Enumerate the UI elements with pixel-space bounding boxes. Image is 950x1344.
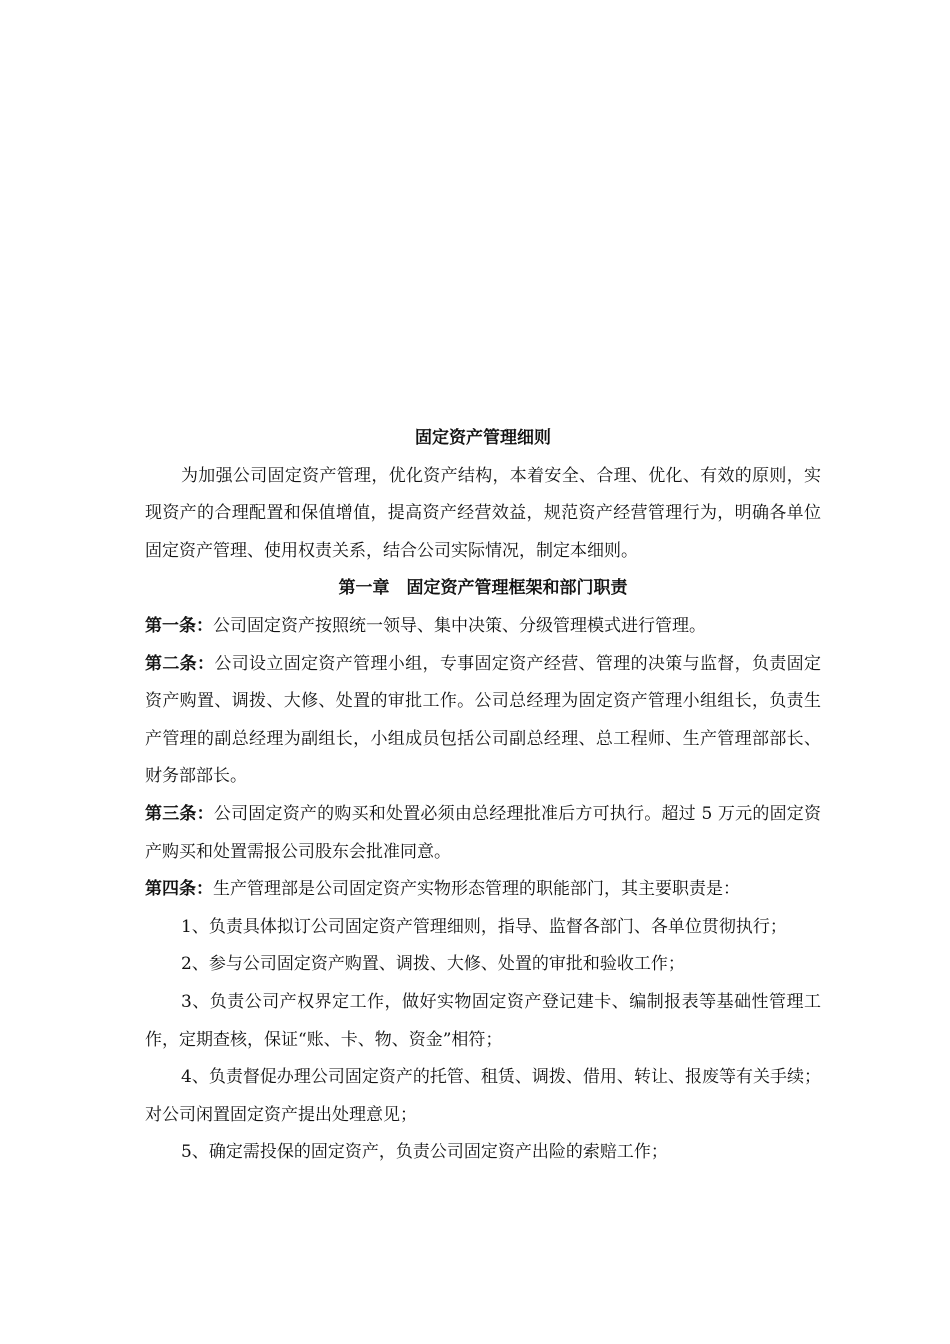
article-text: 公司固定资产按照统一领导、集中决策、分级管理模式进行管理。 — [213, 615, 706, 636]
list-item: 2、参与公司固定资产购置、调拨、大修、处置的审批和验收工作； — [181, 954, 685, 975]
document-body — [145, 420, 821, 1172]
list-item: 5、确定需投保的固定资产，负责公司固定资产出险的索赔工作； — [181, 1142, 668, 1163]
chapter-heading: 第一章 固定资产管理框架和部门职责 — [338, 578, 628, 599]
article-label: 第一条： — [145, 615, 213, 636]
intro-paragraph: 为加强公司固定资产管理，优化资产结构，本着安全、合理、优化、有效的原则，实现资产的合理配置和保值增值，提高资产经营效益，规范资产经营管理行为，明确各单位固定资产管理、使用权责关系，结合公司实际情况，制定本细则。 — [145, 465, 821, 561]
article-text: 生产管理部是公司固定资产实物形态管理的职能部门，其主要职责是： — [213, 879, 740, 900]
list-item: 4、负责督促办理公司固定资产的托管、租赁、调拨、借用、转让、报废等有关手续；对公司闲置固定资产提出处理意见； — [145, 1067, 821, 1125]
article-label: 第四条： — [145, 879, 213, 900]
list-item: 3、负责公司产权界定工作，做好实物固定资产登记建卡、编制报表等基础性管理工作，定期查核，保证“账、卡、物、资金”相符； — [145, 991, 821, 1050]
article-4 — [145, 871, 821, 909]
article-3 — [145, 796, 821, 871]
article-label: 第三条： — [145, 803, 214, 824]
article-text: 公司设立固定资产管理小组，专事固定资产经营、管理的决策与监督，负责固定资产购置、调拨、大修、处置的审批工作。公司总经理为固定资产管理小组组长，负责生产管理的副总经理为副组长，小组成员包括公司副总经理、总工程师、生产管理部部长、财务部部长。 — [145, 653, 822, 787]
article-1 — [145, 608, 821, 646]
list-item: 1、负责具体拟订公司固定资产管理细则，指导、监督各部门、各单位贯彻执行； — [181, 916, 787, 937]
article-2 — [145, 646, 821, 796]
document-title: 固定资产管理细则 — [415, 428, 551, 448]
article-text: 公司固定资产的购买和处置必须由总经理批准后方可执行。超过 5 万元的固定资产购买和处置需报公司股东会批准同意。 — [145, 803, 821, 862]
article-label: 第二条： — [145, 653, 215, 674]
